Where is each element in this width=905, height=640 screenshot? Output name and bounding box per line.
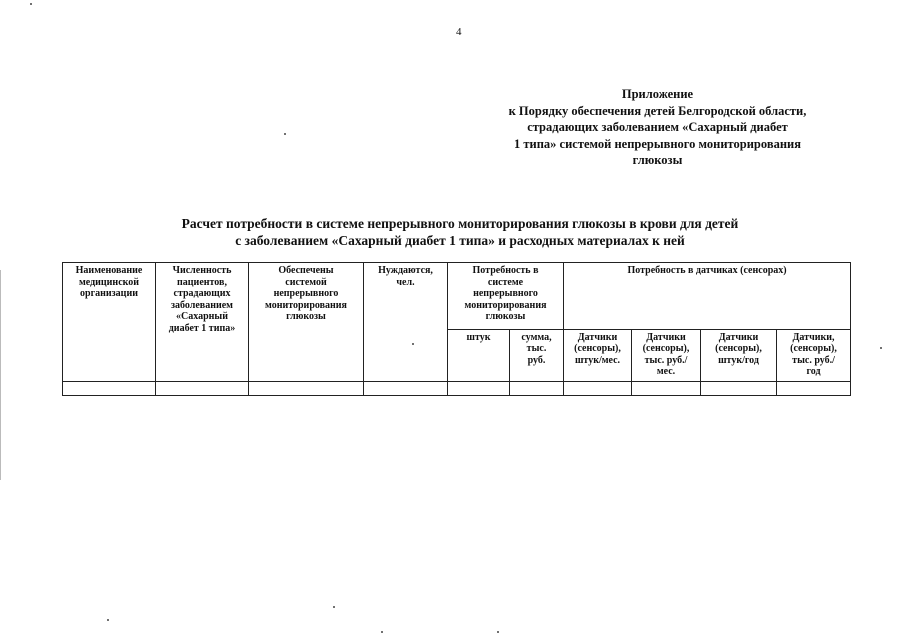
annex-header (470, 86, 845, 169)
table-cell (156, 382, 249, 396)
table-header-row (63, 263, 851, 330)
annex-line: Приложение (621, 87, 694, 101)
header-sensor-need: Потребность в датчиках (сенсорах) (564, 263, 851, 330)
subheader-sum: сумма, тыс. руб. (510, 329, 564, 381)
annex-line: к Порядку обеспечения детей Белгородской области, (508, 103, 807, 118)
scan-speck (880, 347, 882, 349)
header-org: Наименование медицинской организации (63, 263, 156, 382)
subheader-sensors-rub-year: Датчики, (сенсоры), тыс. руб./ год (777, 329, 851, 381)
scan-speck (497, 631, 499, 633)
header-system-need: Потребность в системе непрерывного мониторирования глюкозы (448, 263, 564, 330)
document-title (120, 215, 800, 249)
annex-line: глюкозы (632, 153, 683, 167)
table-cell (777, 382, 851, 396)
header-provided: Обеспечены системой непрерывного мониторирования глюкозы (249, 263, 364, 382)
scan-edge-mark (0, 270, 1, 480)
page-number: 4 (456, 26, 462, 38)
table-cell (632, 382, 701, 396)
scan-speck (30, 3, 32, 5)
scan-speck (107, 619, 109, 621)
table-cell (510, 382, 564, 396)
requirements-table (62, 262, 851, 396)
table-cell (249, 382, 364, 396)
subheader-sensors-rub-month: Датчики (сенсоры), тыс. руб./ мес. (632, 329, 701, 381)
annex-line: страдающих заболеванием «Сахарный диабет (527, 120, 788, 134)
subheader-pieces: штук (448, 329, 510, 381)
subheader-sensors-pcs-year: Датчики (сенсоры), штук/год (701, 329, 777, 381)
scan-speck (412, 343, 414, 345)
scan-speck (381, 631, 383, 633)
subheader-sensors-pcs-month: Датчики (сенсоры), штук/мес. (564, 329, 632, 381)
annex-line: 1 типа» системой непрерывного мониторирования (513, 136, 801, 151)
scan-speck (333, 606, 335, 608)
scan-speck (284, 133, 286, 135)
table-cell (63, 382, 156, 396)
table-cell (448, 382, 510, 396)
title-line: с заболеванием «Сахарный диабет 1 типа» и расходных материалах к ней (235, 233, 685, 248)
table-cell (564, 382, 632, 396)
header-patients: Численность пациентов, страдающих заболеванием «Сахарный диабет 1 типа» (156, 263, 249, 382)
table-cell (364, 382, 448, 396)
table-row (63, 382, 851, 396)
title-line: Расчет потребности в системе непрерывного мониторирования глюкозы в крови для детей (181, 216, 739, 231)
table-cell (701, 382, 777, 396)
header-need: Нуждаются, чел. (364, 263, 448, 382)
